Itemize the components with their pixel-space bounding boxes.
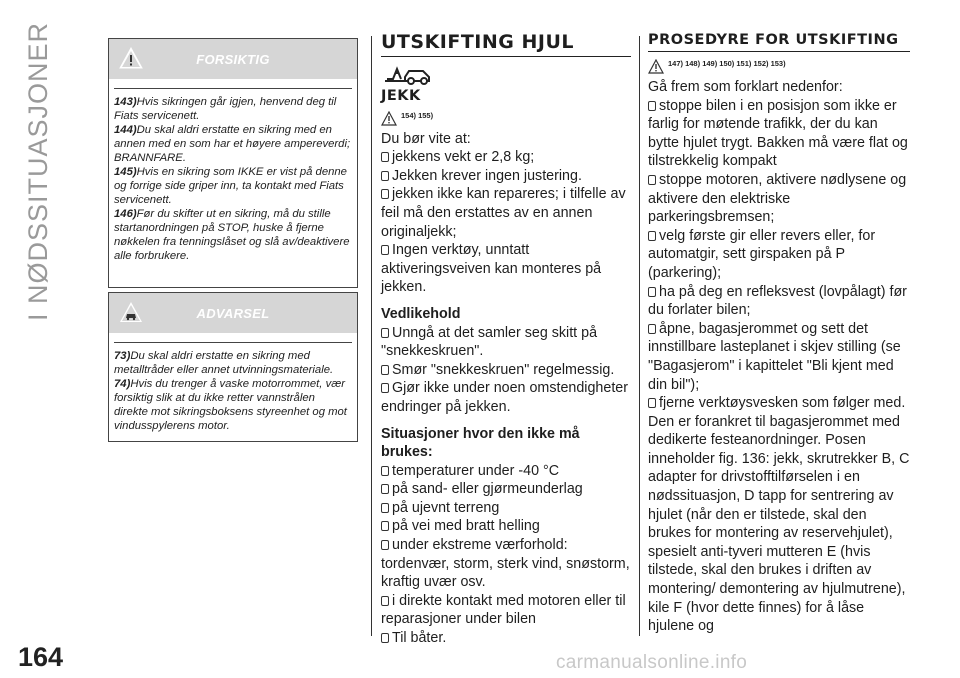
- bullet-icon: [381, 152, 389, 162]
- bullet-icon: [381, 383, 389, 393]
- bullet-icon: [381, 596, 389, 606]
- warning-triangle-icon: [381, 111, 397, 126]
- bullet-icon: [648, 287, 656, 297]
- car-warning-icon: [119, 301, 143, 323]
- car-jack-icon: [383, 61, 433, 85]
- note-references: 147) 148) 149) 150) 151) 152) 153): [668, 59, 786, 69]
- intro-text: Du bør vite at:: [381, 130, 471, 147]
- intro-text: Gå frem som forklart nedenfor:: [648, 79, 843, 95]
- bullet-icon: [381, 521, 389, 531]
- caution-header: [109, 39, 357, 79]
- bullet-icon: [648, 175, 656, 185]
- list-item: Ingen verktøy, unntatt aktiveringsveiven kan monteres på jekken.: [381, 242, 602, 296]
- bullet-icon: [648, 398, 656, 408]
- bullet-icon: [381, 503, 389, 513]
- bullet-icon: [648, 324, 656, 334]
- bullet-icon: [381, 484, 389, 494]
- warning-title: ADVARSEL: [196, 305, 270, 321]
- warning-triangle-icon: [648, 59, 664, 74]
- warning-header: [109, 293, 357, 333]
- list-item: stoppe motoren, aktivere nødlysene og aktivere den elektriske parkeringsbremsen;: [648, 171, 907, 226]
- chapter-side-title-text: I NØDSSITUASJONER: [22, 22, 53, 322]
- list-item: stoppe bilen i en posisjon som ikke er farlig for møtende trafikk, der du kan bytte hjulet trygt. Bakken må være flat og tilstrekkelig kompakt: [648, 97, 908, 170]
- list-item: på ujevnt terreng: [381, 499, 631, 518]
- caution-body: [109, 89, 357, 271]
- bullet-icon: [381, 189, 389, 199]
- bullet-icon: [381, 633, 389, 643]
- reference-line: [381, 106, 631, 126]
- list-item: fjerne verktøysvesken som følger med. Den er forankret til bagasjerommet med dedikerte festeanordninger. Posen inneholder fig. 136: jekk, skrutrekker B, C adapter for drivstofftilførselen i en nødssituasjon, D tapp for sentrering av hjulet (når den er tilstede, skal den brukes for montering av reservehjulet), spesielt anti-tyveri mutteren E (hvis tilstede, skal den brukes i driften av montering/ demontering av hjulmutrene), kile F (hvor dette finnes) for å låse hjulene og: [648, 395, 910, 635]
- list-item: ha på deg en refleksvest (lovpålagt) før du forlater bilen;: [648, 283, 907, 319]
- list-item: Gjør ikke under noen omstendigheter endringer på jekken.: [381, 380, 629, 415]
- warning-triangle-icon: [119, 47, 143, 69]
- caution-title: FORSIKTIG: [196, 51, 270, 67]
- list-item: Smør "snekkeskruen" regelmessig.: [381, 361, 631, 380]
- bullet-icon: [648, 101, 656, 111]
- warning-box: [108, 292, 358, 442]
- bullet-icon: [381, 540, 389, 550]
- warning-item: 74)Hvis du trenger å vaske motorrommet, vær forsiktig slik at du ikke retter vannstrålen direkte mot sikringsboksens styreenhet og mot vindusspylerens motor.: [114, 378, 347, 432]
- list-item: temperaturer under -40 °C: [381, 462, 631, 481]
- caution-item: 145)Hvis en sikring som IKKE er vist på denne og forrige side griper inn, ta kontakt med Fiats servicenett.: [114, 166, 347, 206]
- right-column: [648, 33, 910, 636]
- middle-column: [381, 33, 631, 648]
- caution-box: [108, 38, 358, 288]
- list-item: i direkte kontakt med motoren eller til reparasjoner under bilen: [381, 592, 626, 628]
- caution-item: 143)Hvis sikringen går igjen, henvend deg til Fiats servicenett.: [114, 96, 337, 122]
- page-number: 164: [18, 642, 64, 672]
- warning-item: 73)Du skal aldri erstatte en sikring med metalltråder eller annet utvinningsmateriale.: [114, 350, 334, 376]
- chapter-side-title: [18, 22, 58, 582]
- reference-line: [648, 54, 910, 74]
- column-divider-right: [639, 36, 640, 636]
- list-item: Til båter.: [381, 629, 631, 648]
- caution-item: 144)Du skal aldri erstatte en sikring med en annen med en som har et høyere ampereverdi; BRANNFARE.: [114, 124, 351, 164]
- bullet-icon: [381, 171, 389, 181]
- warning-body: [109, 343, 357, 441]
- list-item: Jekken krever ingen justering.: [381, 167, 631, 186]
- watermark: carmanualsonline.info: [556, 652, 748, 673]
- list-item: åpne, bagasjerommet og sett det innstillbare lasteplanet i skjev stilling (se "Bagasjerom" i kapittelet "Bli kjent med din bil");: [648, 320, 901, 393]
- caution-item: 146)Før du skifter ut en sikring, må du stille startanordningen på STOP, huske å fjerne nøkkelen fra tenningslåset og slå av/deaktivere alle forbrukere.: [114, 208, 350, 262]
- section-heading: UTSKIFTING HJUL: [381, 33, 631, 57]
- maintenance-title: Vedlikehold: [381, 305, 461, 322]
- list-item: jekkens vekt er 2,8 kg;: [381, 148, 631, 167]
- list-item: på sand- eller gjørmeunderlag: [381, 480, 631, 499]
- list-item: Unngå at det samler seg skitt på "snekkeskruen".: [381, 324, 598, 360]
- column-divider-left: [371, 36, 372, 636]
- note-references: 154) 155): [401, 111, 434, 120]
- bullet-icon: [381, 328, 389, 338]
- procedure-heading: PROSEDYRE FOR UTSKIFTING: [648, 33, 910, 52]
- list-item: på vei med bratt helling: [381, 517, 631, 536]
- list-item: jekken ikke kan repareres; i tilfelle av feil må den erstattes av en annen originaljekk;: [381, 186, 626, 240]
- bullet-icon: [648, 231, 656, 241]
- list-item: velg første gir eller revers eller, for automatgir, sett girspaken på P (parkering);: [648, 227, 876, 281]
- bullet-icon: [381, 466, 389, 476]
- situations-title: Situasjoner hvor den ikke må brukes:: [381, 425, 580, 461]
- subsection-heading: JEKK: [381, 87, 421, 104]
- list-item: under ekstreme værforhold: tordenvær, storm, sterk vind, snøstorm, kraftig uvær osv.: [381, 537, 630, 591]
- bullet-icon: [381, 365, 389, 375]
- bullet-icon: [381, 245, 389, 255]
